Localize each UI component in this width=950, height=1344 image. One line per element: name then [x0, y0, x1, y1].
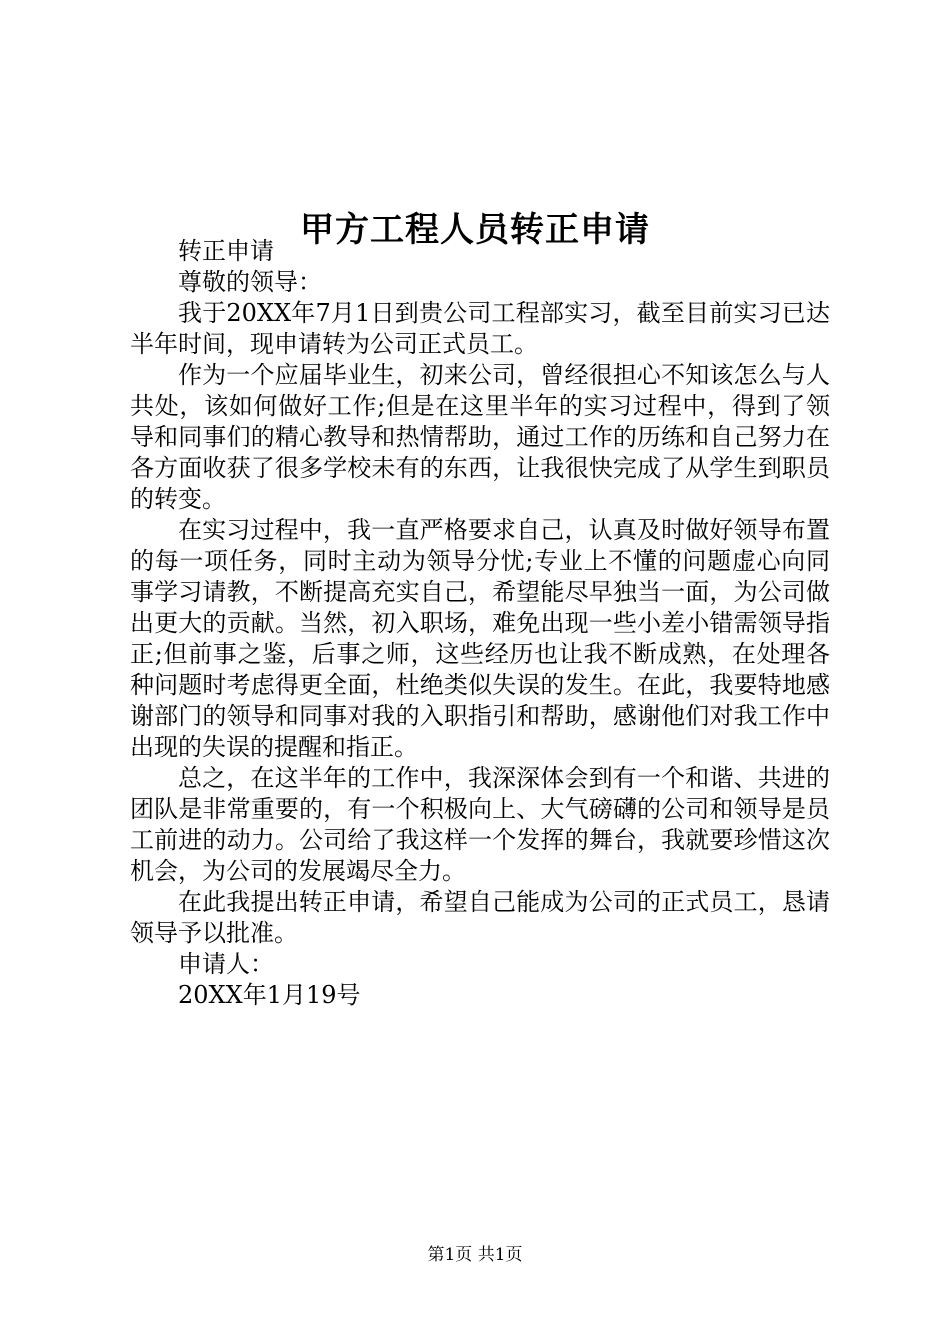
- paragraph-experience: 作为一个应届毕业生，初来公司，曾经很担心不知该怎么与人共处，该如何做好工作;但是在这里半年的实习过程中，得到了领导和同事们的精心教导和热情帮助，通过工作的历练和自己努力在各方面收获了很多学校未有的东西，让我很快完成了从学生到职员的转变。: [130, 361, 830, 513]
- application-date: 20XX年1月19号: [178, 981, 361, 1009]
- paragraph-internship: 在实习过程中，我一直严格要求自己，认真及时做好领导布置的每一项任务，同时主动为领导分忧;专业上不懂的问题虚心向同事学习请教，不断提高充实自己，希望能尽早独当一面，为公司做出更大的贡献。当然，初入职场，难免出现一些小差小错需领导指正;但前事之鉴，后事之师，这些经历也让我不断成熟，在处理各种问题时考虑得更全面，杜绝类似失误的发生。在此，我要特地感谢部门的领导和同事对我的入职指引和帮助，感谢他们对我工作中出现的失误的提醒和指正。: [130, 516, 830, 761]
- paragraph-intro: 我于20XX年7月1日到贵公司工程部实习，截至目前实习已达半年时间，现申请转为公司正式员工。: [130, 299, 830, 358]
- page-title: 甲方工程人员转正申请: [300, 209, 650, 250]
- page-footer: 第1页 共1页: [427, 1245, 523, 1265]
- paragraph-summary: 总之，在这半年的工作中，我深深体会到有一个和谐、共进的团队是非常重要的，有一个积极向上、大气磅礴的公司和领导是员工前进的动力。公司给了我这样一个发挥的舞台，我就要珍惜这次机会，为公司的发展竭尽全力。: [130, 764, 830, 885]
- applicant-label: 申请人：: [178, 950, 274, 978]
- subject-line: 转正申请: [178, 237, 274, 265]
- document-body: [130, 236, 830, 1011]
- paragraph-request: 在此我提出转正申请，希望自己能成为公司的正式员工，恳请领导予以批准。: [130, 888, 830, 947]
- salutation: 尊敬的领导：: [178, 268, 322, 296]
